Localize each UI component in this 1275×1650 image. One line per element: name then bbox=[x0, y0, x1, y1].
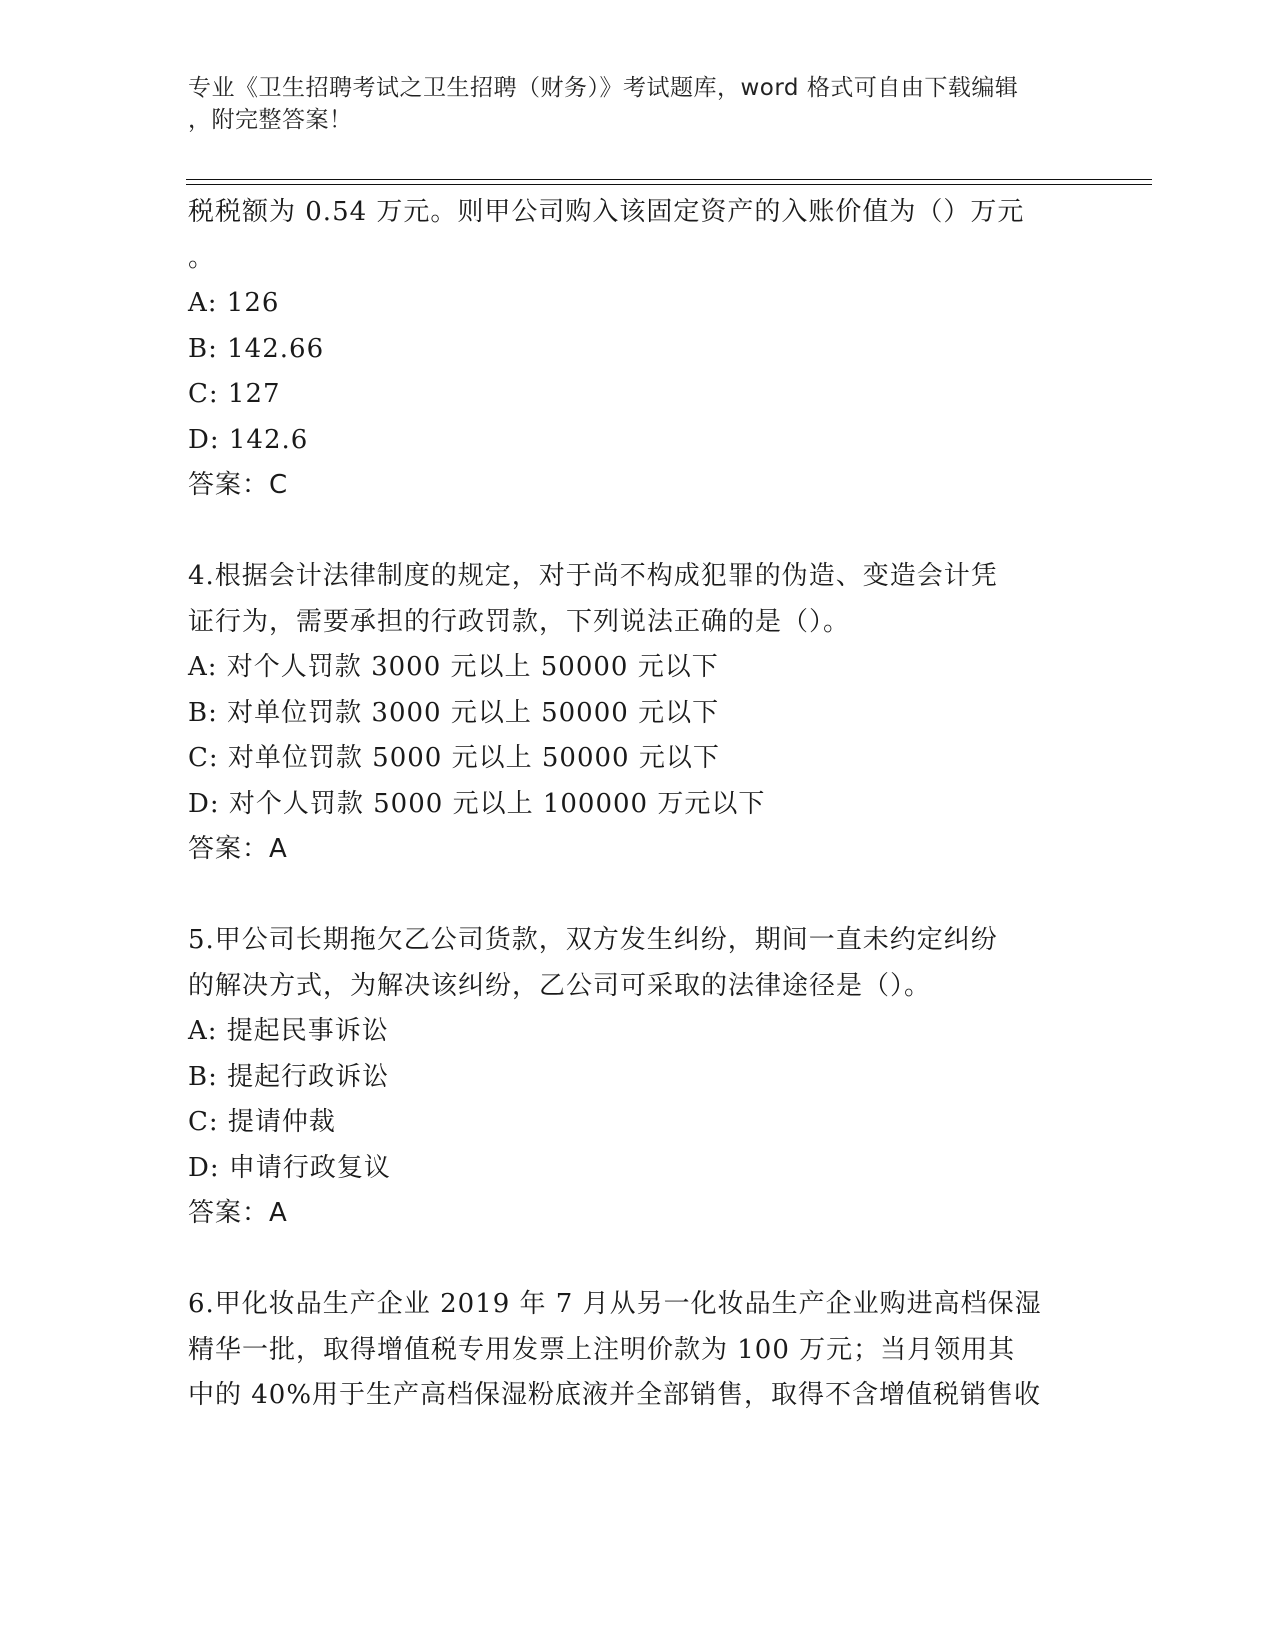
question-6 bbox=[188, 1282, 1088, 1419]
question-stem-line: 的解决方式，为解决该纠纷，乙公司可采取的法律途径是（）。 bbox=[188, 970, 932, 1001]
question-stem-line: 。 bbox=[188, 242, 216, 273]
question-stem-line: 中的 40%用于生产高档保湿粉底液并全部销售，取得不含增值税销售收 bbox=[188, 1380, 1042, 1410]
option-a: A: 126 bbox=[188, 288, 280, 318]
question-stem-line: 5.甲公司长期拖欠乙公司货款，双方发生纠纷，期间一直未约定纠纷 bbox=[188, 925, 998, 955]
question-stem-line: 6.甲化妆品生产企业 2019 年 7 月从另一化妆品生产企业购进高档保湿 bbox=[188, 1289, 1042, 1319]
option-d: D: 142.6 bbox=[188, 424, 309, 455]
option-b: B: 对单位罚款 3000 元以上 50000 元以下 bbox=[188, 697, 720, 728]
spacer bbox=[188, 509, 1088, 555]
question-stem-line: 4.根据会计法律制度的规定，对于尚不构成犯罪的伪造、变造会计凭 bbox=[188, 561, 998, 591]
header-line-2: ，附完整答案！ bbox=[188, 107, 353, 133]
option-a: A: 提起民事诉讼 bbox=[188, 1016, 389, 1046]
option-c: C: 127 bbox=[188, 379, 281, 409]
question-4 bbox=[188, 554, 1088, 873]
answer-line: 答案：C bbox=[188, 470, 289, 500]
option-d: D: 对个人罚款 5000 元以上 100000 万元以下 bbox=[188, 788, 766, 819]
question-3 bbox=[188, 190, 1088, 509]
option-b: B: 提起行政诉讼 bbox=[188, 1061, 390, 1092]
spacer bbox=[188, 1237, 1088, 1283]
answer-line: 答案：A bbox=[188, 1198, 288, 1228]
option-a: A: 对个人罚款 3000 元以上 50000 元以下 bbox=[188, 652, 719, 682]
question-5 bbox=[188, 918, 1088, 1237]
question-stem-line: 证行为，需要承担的行政罚款，下列说法正确的是（）。 bbox=[188, 606, 851, 637]
spacer bbox=[188, 873, 1088, 919]
option-b: B: 142.66 bbox=[188, 333, 325, 364]
document-body bbox=[188, 190, 1088, 1419]
question-stem-line: 精华一批，取得增值税专用发票上注明价款为 100 万元；当月领用其 bbox=[188, 1334, 1016, 1365]
option-d: D: 申请行政复议 bbox=[188, 1152, 391, 1183]
header-divider-top bbox=[186, 179, 1152, 180]
option-c: C: 对单位罚款 5000 元以上 50000 元以下 bbox=[188, 743, 720, 773]
page-header bbox=[188, 72, 1088, 136]
answer-line: 答案：A bbox=[188, 834, 288, 864]
question-stem-line: 税税额为 0.54 万元。则甲公司购入该固定资产的入账价值为（）万元 bbox=[188, 197, 1025, 227]
header-divider-bottom bbox=[186, 184, 1152, 185]
header-line-1: 专业《卫生招聘考试之卫生招聘（财务）》考试题库，word 格式可自由下载编辑 bbox=[188, 75, 1019, 101]
option-c: C: 提请仲裁 bbox=[188, 1107, 336, 1137]
